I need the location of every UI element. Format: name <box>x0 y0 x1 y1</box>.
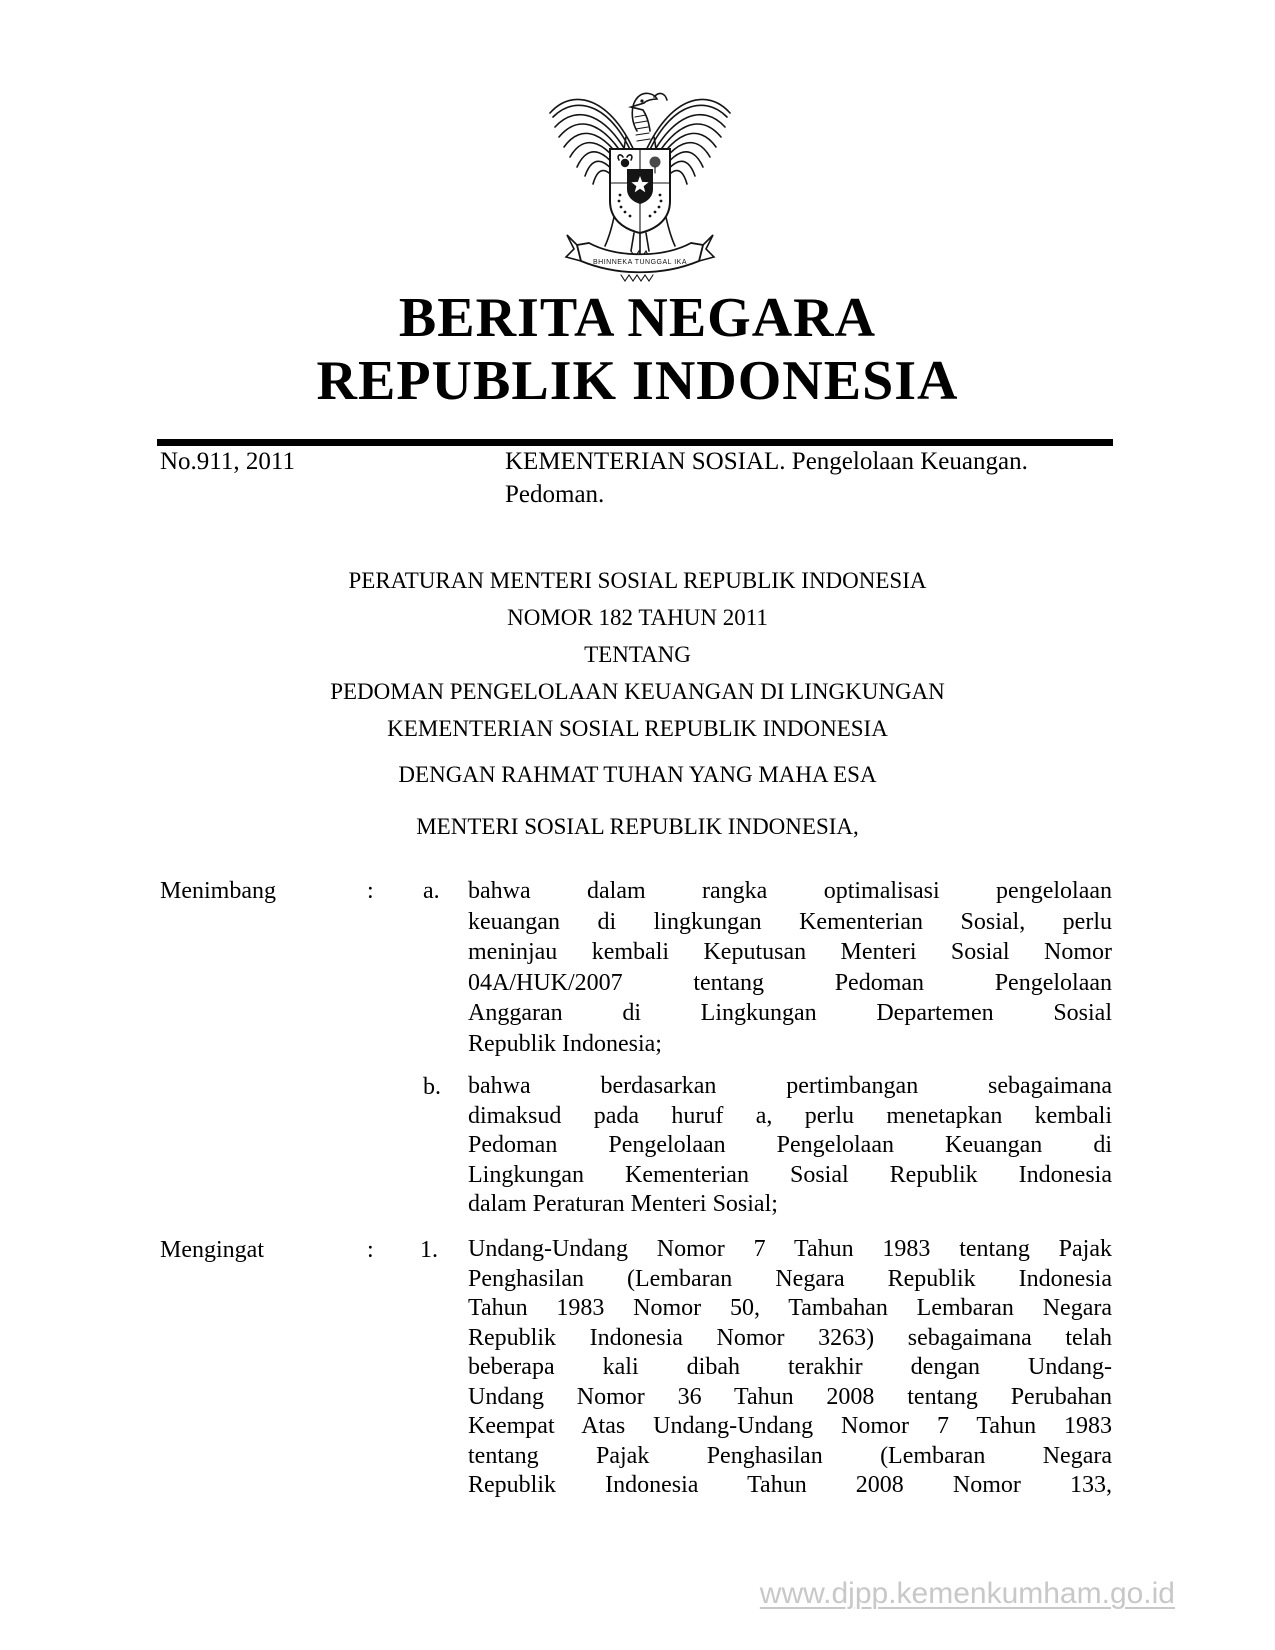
legal-basis-colon: : <box>367 1237 374 1263</box>
masthead-title-line1: BERITA NEGARA <box>398 287 877 349</box>
text-line: TENTANG <box>584 642 691 667</box>
text-line: tentang Pajak Penghasilan (Lembaran Negara <box>468 1442 1112 1469</box>
text-line: Lingkungan Kementerian Sosial Republik Indonesia <box>468 1161 1112 1188</box>
text-line: Republik Indonesia Tahun 2008 Nomor 133, <box>468 1472 1112 1498</box>
considering-label: Menimbang <box>160 878 276 904</box>
invocation-line: DENGAN RAHMAT TUHAN YANG MAHA ESA <box>398 762 877 787</box>
text-line: keuangan di lingkungan Kementerian Sosial, perlu <box>468 908 1112 935</box>
legal-basis-label: Mengingat <box>160 1237 264 1263</box>
text-line: Republik Indonesia; <box>468 1030 662 1057</box>
text-line: beberapa kali dibah terakhir dengan Undang- <box>468 1354 1112 1380</box>
masthead-rule <box>157 439 1113 446</box>
text-line: Tahun 1983 Nomor 50, Tambahan Lembaran Negara <box>468 1295 1112 1321</box>
pancasila-shield <box>610 149 670 233</box>
text-line: Penghasilan (Lembaran Negara Republik Indonesia <box>468 1265 1112 1292</box>
considering-colon: : <box>367 878 374 904</box>
considering-item-b-text <box>468 1072 1112 1220</box>
text-line: KEMENTERIAN SOSIAL REPUBLIK INDONESIA <box>387 716 888 741</box>
garuda-head <box>631 93 667 141</box>
garuda-pancasila-emblem <box>547 83 733 283</box>
text-line: meninjau kembali Keputusan Menteri Sosial Nomor <box>468 939 1112 965</box>
text-line: Pedoman. <box>505 480 605 508</box>
text-line: bahwa dalam rangka optimalisasi pengelolaan <box>468 878 1112 904</box>
issuer-title: MENTERI SOSIAL REPUBLIK INDONESIA, <box>416 814 859 839</box>
masthead-title-line2: REPUBLIK INDONESIA <box>316 350 959 412</box>
legal-basis-item-1-marker: 1. <box>420 1237 438 1263</box>
gazette-subject <box>505 446 1120 511</box>
text-line: dalam Peraturan Menteri Sosial; <box>468 1191 778 1217</box>
text-line: KEMENTERIAN SOSIAL. Pengelolaan Keuangan. <box>505 448 1028 475</box>
legal-basis-item-1-text <box>468 1235 1112 1501</box>
considering-item-a-text <box>468 876 1112 1059</box>
text-line: NOMOR 182 TAHUN 2011 <box>507 605 768 630</box>
text-line: PERATURAN MENTERI SOSIAL REPUBLIK INDONESIA <box>348 568 927 593</box>
watermark-url: www.djpp.kemenkumham.go.id <box>759 1577 1175 1610</box>
text-line: Anggaran di Lingkungan Departemen Sosial <box>468 1000 1112 1026</box>
regulation-heading <box>160 562 1115 747</box>
text-line: dimaksud pada huruf a, perlu menetapkan kembali <box>468 1102 1112 1129</box>
text-line: PEDOMAN PENGELOLAAN KEUANGAN DI LINGKUNGAN <box>330 679 945 704</box>
text-line: Keempat Atas Undang-Undang Nomor 7 Tahun 1983 <box>468 1413 1112 1439</box>
motto-text: BHINNEKA TUNGGAL IKA <box>592 259 688 266</box>
considering-item-a-marker: a. <box>423 878 440 904</box>
text-line: Undang-Undang Nomor 7 Tahun 1983 tentang Pajak <box>468 1236 1112 1262</box>
considering-item-b-marker: b. <box>423 1074 441 1100</box>
masthead-title <box>0 287 1275 413</box>
text-line: bahwa berdasarkan pertimbangan sebagaimana <box>468 1073 1112 1099</box>
text-line: Republik Indonesia Nomor 3263) sebagaimana telah <box>468 1324 1112 1351</box>
text-line: 04A/HUK/2007 tentang Pedoman Pengelolaan <box>468 969 1112 996</box>
gazette-number: No.911, 2011 <box>160 448 295 475</box>
text-line: Undang Nomor 36 Tahun 2008 tentang Perubahan <box>468 1383 1112 1410</box>
text-line: Pedoman Pengelolaan Pengelolaan Keuangan di <box>468 1132 1112 1158</box>
